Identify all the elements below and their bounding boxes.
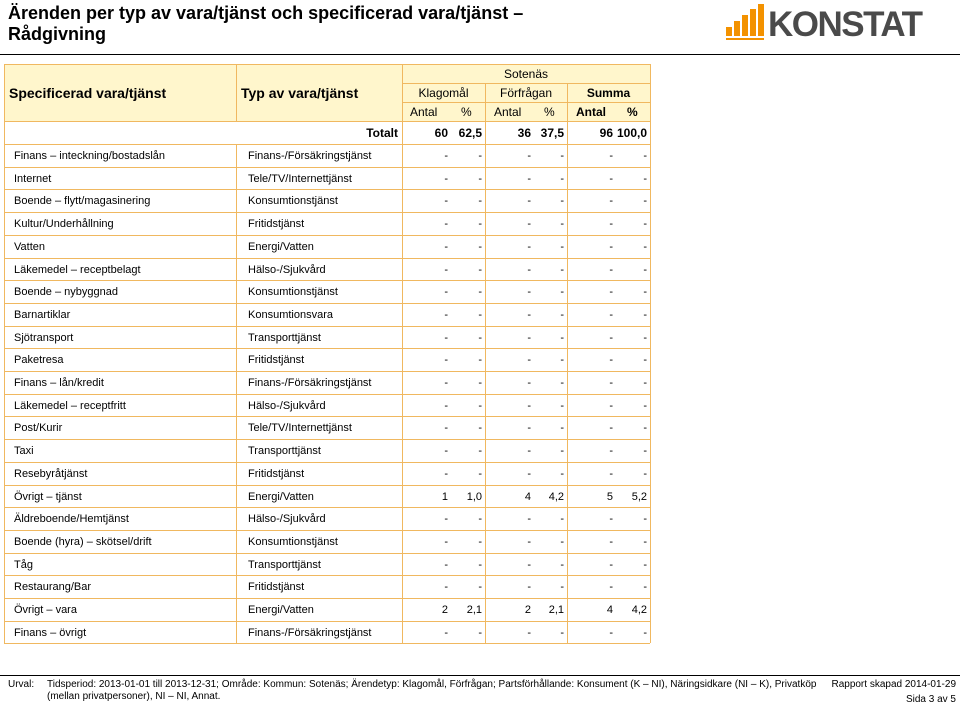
cell-forfragan-antal: - (527, 536, 531, 548)
cell-summa-pct: - (643, 241, 647, 253)
cell-forfragan-antal: - (527, 627, 531, 639)
cell-klagomal-antal: 2 (441, 604, 448, 616)
cell-klagomal-antal: - (444, 332, 448, 344)
row-specificerad: Restaurang/Bar (14, 581, 92, 593)
row-typ: Energi/Vatten (248, 604, 314, 616)
cell-summa-pct: 4,2 (631, 604, 647, 616)
cell-klagomal-pct: - (478, 581, 482, 593)
cell-forfragan-pct: - (560, 513, 564, 525)
cell-summa-pct: - (643, 400, 647, 412)
row-typ: Konsumtionstjänst (248, 195, 338, 207)
cell-summa-pct: - (643, 354, 647, 366)
column-header-summa: Summa (586, 86, 631, 100)
cell-summa-pct: - (643, 264, 647, 276)
row-divider (4, 326, 650, 327)
cell-klagomal-pct: - (478, 513, 482, 525)
footer-rule (0, 675, 960, 676)
cell-klagomal-pct: - (478, 422, 482, 434)
row-divider (4, 598, 650, 599)
row-typ: Finans-/Försäkringstjänst (248, 627, 372, 639)
subheader-pct-forfragan: % (544, 105, 555, 119)
cell-forfragan-antal: - (527, 195, 531, 207)
row-specificerad: Internet (14, 173, 52, 185)
row-divider (4, 258, 650, 259)
cell-klagomal-pct: - (478, 241, 482, 253)
cell-summa-antal: - (609, 468, 613, 480)
cell-summa-antal: - (609, 150, 613, 162)
row-specificerad: Taxi (14, 445, 34, 457)
cell-summa-pct: - (643, 286, 647, 298)
cell-klagomal-pct: - (478, 264, 482, 276)
cell-klagomal-antal: - (444, 354, 448, 366)
konstat-logo (726, 2, 958, 42)
column-header-forfragan: Förfrågan (499, 86, 553, 100)
row-typ: Fritidstjänst (248, 468, 305, 480)
cell-summa-pct: - (643, 422, 647, 434)
cell-summa-antal: - (609, 173, 613, 185)
row-divider (4, 575, 650, 576)
cell-klagomal-antal: - (444, 218, 448, 230)
cell-summa-antal: - (609, 400, 613, 412)
row-typ: Konsumtionsvara (248, 309, 333, 321)
row-divider (4, 394, 650, 395)
cell-klagomal-pct: - (478, 218, 482, 230)
cell-forfragan-pct: - (560, 150, 564, 162)
row-specificerad: Läkemedel – receptfritt (14, 400, 126, 412)
cell-summa-antal: - (609, 332, 613, 344)
total-forfragan-pct: 37,5 (540, 126, 564, 140)
row-specificerad: Barnartiklar (14, 309, 71, 321)
cell-summa-pct: - (643, 218, 647, 230)
totals-label: Totalt (366, 126, 398, 140)
report-title-line-2: Rådgivning (8, 24, 106, 44)
row-typ: Fritidstjänst (248, 354, 305, 366)
cell-forfragan-pct: - (560, 195, 564, 207)
cell-forfragan-pct: - (560, 536, 564, 548)
footer-page-number: Sida 3 av 5 (905, 694, 956, 705)
row-typ: Energi/Vatten (248, 491, 314, 503)
cell-forfragan-pct: 2,1 (548, 604, 564, 616)
cell-forfragan-pct: - (560, 468, 564, 480)
cell-summa-antal: - (609, 627, 613, 639)
cell-forfragan-pct: - (560, 218, 564, 230)
row-typ: Tele/TV/Internettjänst (248, 173, 352, 185)
cell-forfragan-antal: - (527, 309, 531, 321)
cell-summa-antal: - (609, 513, 613, 525)
cell-forfragan-pct: - (560, 309, 564, 321)
row-divider (4, 348, 650, 349)
cell-forfragan-antal: - (527, 218, 531, 230)
cell-summa-pct: - (643, 332, 647, 344)
cell-summa-pct: - (643, 513, 647, 525)
cell-summa-pct: - (643, 309, 647, 321)
cell-forfragan-antal: - (527, 445, 531, 457)
row-typ: Finans-/Försäkringstjänst (248, 377, 372, 389)
cell-forfragan-pct: - (560, 286, 564, 298)
cell-klagomal-pct: - (478, 173, 482, 185)
header-rule (0, 54, 960, 55)
row-specificerad: Läkemedel – receptbelagt (14, 264, 141, 276)
subheader-antal-summa: Antal (576, 105, 606, 119)
total-summa-antal: 96 (599, 126, 613, 140)
cell-forfragan-pct: - (560, 422, 564, 434)
total-klagomal-antal: 60 (434, 126, 448, 140)
cell-klagomal-pct: - (478, 468, 482, 480)
cell-klagomal-pct: - (478, 286, 482, 298)
cell-forfragan-antal: - (527, 354, 531, 366)
cell-forfragan-pct: - (560, 173, 564, 185)
cell-summa-antal: 5 (606, 491, 613, 503)
cell-forfragan-pct: - (560, 400, 564, 412)
cell-klagomal-antal: 1 (441, 491, 448, 503)
row-typ: Hälso-/Sjukvård (248, 513, 326, 525)
cell-forfragan-pct: - (560, 354, 564, 366)
cell-klagomal-antal: - (444, 536, 448, 548)
cell-summa-antal: - (609, 309, 613, 321)
row-typ: Finans-/Försäkringstjänst (248, 150, 372, 162)
row-typ: Konsumtionstjänst (248, 536, 338, 548)
cell-forfragan-pct: - (560, 332, 564, 344)
row-specificerad: Tåg (14, 559, 33, 571)
row-typ: Fritidstjänst (248, 581, 305, 593)
row-typ: Energi/Vatten (248, 241, 314, 253)
cell-klagomal-antal: - (444, 286, 448, 298)
cell-klagomal-antal: - (444, 468, 448, 480)
cell-summa-antal: - (609, 286, 613, 298)
cell-forfragan-pct: - (560, 241, 564, 253)
total-forfragan-antal: 36 (517, 126, 531, 140)
column-header-typ: Typ av vara/tjänst (241, 85, 359, 101)
cell-klagomal-antal: - (444, 195, 448, 207)
cell-summa-antal: - (609, 218, 613, 230)
row-specificerad: Övrigt – vara (14, 604, 77, 616)
row-divider (4, 189, 650, 190)
cell-klagomal-pct: - (478, 559, 482, 571)
cell-klagomal-antal: - (444, 513, 448, 525)
cell-klagomal-antal: - (444, 241, 448, 253)
cell-forfragan-antal: - (527, 173, 531, 185)
cell-klagomal-pct: - (478, 627, 482, 639)
cell-forfragan-pct: - (560, 377, 564, 389)
row-specificerad: Kultur/Underhållning (14, 218, 114, 230)
cell-summa-antal: - (609, 559, 613, 571)
row-divider (4, 235, 650, 236)
cell-forfragan-antal: - (527, 377, 531, 389)
cell-forfragan-antal: - (527, 559, 531, 571)
row-typ: Fritidstjänst (248, 218, 305, 230)
cell-summa-pct: - (643, 627, 647, 639)
cell-klagomal-pct: - (478, 400, 482, 412)
cell-summa-antal: - (609, 241, 613, 253)
cell-summa-antal: - (609, 581, 613, 593)
row-specificerad: Paketresa (14, 354, 64, 366)
cell-forfragan-antal: - (527, 581, 531, 593)
cell-klagomal-pct: - (478, 536, 482, 548)
cell-summa-pct: - (643, 536, 647, 548)
subheader-antal-forfragan: Antal (494, 105, 522, 119)
row-specificerad: Vatten (14, 241, 45, 253)
row-divider (4, 371, 650, 372)
row-divider (4, 167, 650, 168)
row-divider (4, 416, 650, 417)
row-divider (4, 530, 650, 531)
row-typ: Tele/TV/Internettjänst (248, 422, 352, 434)
row-divider (4, 212, 650, 213)
row-specificerad: Finans – inteckning/bostadslån (14, 150, 166, 162)
subheader-pct-klagomal: % (461, 105, 472, 119)
cell-forfragan-antal: - (527, 513, 531, 525)
cell-forfragan-antal: - (527, 468, 531, 480)
cell-summa-antal: - (609, 264, 613, 276)
cell-klagomal-pct: - (478, 354, 482, 366)
row-divider (4, 439, 650, 440)
cell-summa-antal: - (609, 354, 613, 366)
cell-klagomal-antal: - (444, 422, 448, 434)
row-typ: Hälso-/Sjukvård (248, 264, 326, 276)
row-typ: Konsumtionstjänst (248, 286, 338, 298)
cell-summa-pct: - (643, 173, 647, 185)
cell-klagomal-antal: - (444, 400, 448, 412)
cell-summa-antal: - (609, 422, 613, 434)
cell-forfragan-antal: - (527, 286, 531, 298)
cell-forfragan-pct: - (560, 627, 564, 639)
cell-summa-pct: - (643, 377, 647, 389)
report-title (8, 3, 628, 45)
cell-klagomal-pct: - (478, 309, 482, 321)
cell-summa-pct: - (643, 559, 647, 571)
cell-summa-antal: - (609, 536, 613, 548)
cell-forfragan-antal: 4 (524, 491, 531, 503)
row-specificerad: Sjötransport (14, 332, 74, 344)
cell-forfragan-antal: - (527, 422, 531, 434)
subheader-antal-klagomal: Antal (410, 105, 438, 119)
row-typ: Hälso-/Sjukvård (248, 400, 326, 412)
row-divider (4, 553, 650, 554)
total-summa-pct: 100,0 (616, 126, 647, 140)
cell-klagomal-pct: - (478, 150, 482, 162)
footer-selection-line-1: Tidsperiod: 2013-01-01 till 2013-12-31; Område: Kommun: Sotenäs; Ärendetyp: Klagomål, Förfrågan; Partsförhållande: Konsument (K – NI), Näringsidkare (NI – K), Privatköp (47, 679, 817, 690)
row-divider (4, 621, 650, 622)
cell-summa-pct: - (643, 195, 647, 207)
cell-forfragan-pct: - (560, 559, 564, 571)
row-specificerad: Finans – lån/kredit (14, 377, 104, 389)
cell-klagomal-pct: - (478, 332, 482, 344)
cell-forfragan-pct: - (560, 264, 564, 276)
cell-summa-antal: - (609, 195, 613, 207)
row-divider (4, 507, 650, 508)
brand-wordmark: KONSTAT (768, 5, 922, 42)
cell-klagomal-antal: - (444, 309, 448, 321)
column-header-klagomal: Klagomål (418, 86, 469, 100)
footer-selection-line-2: (mellan privatpersoner), NI – NI, Annat. (47, 691, 221, 702)
row-divider (4, 462, 650, 463)
group-header-sotenas: Sotenäs (503, 67, 549, 81)
row-specificerad: Post/Kurir (14, 422, 63, 434)
cell-klagomal-antal: - (444, 445, 448, 457)
row-specificerad: Resebyråtjänst (14, 468, 88, 480)
cell-klagomal-antal: - (444, 377, 448, 389)
row-specificerad: Övrigt – tjänst (14, 491, 82, 503)
cell-summa-pct: - (643, 445, 647, 457)
cell-klagomal-pct: - (478, 377, 482, 389)
cell-klagomal-pct: - (478, 195, 482, 207)
cell-klagomal-pct: - (478, 445, 482, 457)
row-specificerad: Boende – nybyggnad (14, 286, 118, 298)
cell-klagomal-antal: - (444, 150, 448, 162)
cell-summa-pct: - (643, 581, 647, 593)
cell-forfragan-antal: - (527, 241, 531, 253)
cell-summa-antal: 4 (606, 604, 613, 616)
cell-forfragan-antal: - (527, 400, 531, 412)
cell-forfragan-antal: - (527, 150, 531, 162)
cell-forfragan-pct: 4,2 (548, 491, 564, 503)
row-specificerad: Äldreboende/Hemtjänst (14, 513, 129, 525)
cell-forfragan-antal: - (527, 264, 531, 276)
row-specificerad: Finans – övrigt (14, 627, 87, 639)
cell-summa-antal: - (609, 445, 613, 457)
cell-klagomal-pct: 2,1 (466, 604, 482, 616)
report-title-line-1: Ärenden per typ av vara/tjänst och specificerad vara/tjänst – (8, 3, 524, 23)
logo-bar-graphic (726, 4, 764, 40)
cell-forfragan-pct: - (560, 445, 564, 457)
cell-klagomal-antal: - (444, 559, 448, 571)
footer-urval-label: Urval: (8, 679, 35, 690)
cell-summa-antal: - (609, 377, 613, 389)
column-header-specificerad: Specificerad vara/tjänst (9, 85, 167, 101)
subheader-pct-summa: % (627, 105, 638, 119)
cell-summa-pct: - (643, 468, 647, 480)
cell-klagomal-antal: - (444, 627, 448, 639)
row-typ: Transporttjänst (248, 559, 321, 571)
footer-report-date: Rapport skapad 2014-01-29 (831, 679, 956, 690)
cell-summa-pct: - (643, 150, 647, 162)
cell-klagomal-pct: 1,0 (466, 491, 482, 503)
row-typ: Transporttjänst (248, 332, 321, 344)
row-specificerad: Boende (hyra) – skötsel/drift (14, 536, 152, 548)
total-klagomal-pct: 62,5 (458, 126, 482, 140)
row-specificerad: Boende – flytt/magasinering (14, 195, 151, 207)
row-typ: Transporttjänst (248, 445, 321, 457)
cell-forfragan-pct: - (560, 581, 564, 593)
row-divider (4, 280, 650, 281)
cell-klagomal-antal: - (444, 264, 448, 276)
cell-summa-pct: 5,2 (631, 491, 647, 503)
cell-klagomal-antal: - (444, 581, 448, 593)
cell-forfragan-antal: - (527, 332, 531, 344)
row-divider (4, 485, 650, 486)
cell-klagomal-antal: - (444, 173, 448, 185)
cell-forfragan-antal: 2 (524, 604, 531, 616)
row-divider (4, 303, 650, 304)
